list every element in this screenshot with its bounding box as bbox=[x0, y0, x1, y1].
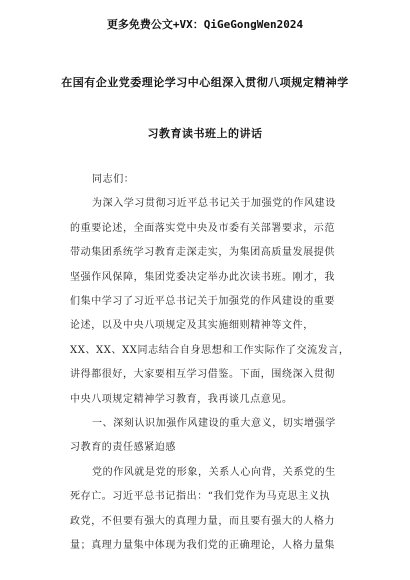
salutation: 同志们： bbox=[92, 174, 135, 185]
body-line: 论述，以及中央八项规定及其实施细则精神等文件， bbox=[70, 320, 314, 332]
body-line: 死存亡。习近平总书记指出：“我们党作为马克思主义执 bbox=[70, 491, 331, 503]
body-line: 带动集团系统学习教育走深走实，为集团高质量发展提供 bbox=[70, 247, 335, 259]
body-line: 坚强作风保障，集团党委决定举办此次读书班。刚才，我 bbox=[70, 271, 335, 283]
body-line: 党的作风就是党的形象，关系人心向背，关系党的生 bbox=[92, 466, 336, 478]
section-heading-line: 习教育的责任感紧迫感 bbox=[70, 442, 176, 454]
section-heading-line: 一、深刻认识加强作风建设的重大意义，切实增强学 bbox=[92, 418, 336, 430]
promo-header: 更多免费公文+VX：QiGeGongWen2024 bbox=[106, 18, 304, 31]
body-line: 讲得都很好，大家要相互学习借鉴。下面，围绕深入贯彻 bbox=[70, 369, 335, 381]
body-line: 量；真理力量集中体现为我们党的正确理论，人格力量集 bbox=[70, 540, 335, 552]
body-line: 为深入学习贯彻习近平总书记关于加强党的作风建设 bbox=[92, 198, 336, 210]
document-title-line-1: 在国有企业党委理论学习中心组深入贯彻八项规定精神学 bbox=[61, 76, 349, 89]
body-line: 们集中学习了习近平总书记关于加强党的作风建设的重要 bbox=[70, 296, 335, 308]
body-line: 政党，不但要有强大的真理力量，而且要有强大的人格力 bbox=[70, 515, 335, 527]
body-line: 的重要论述，全面落实党中央及市委有关部署要求，示范 bbox=[70, 222, 335, 234]
body-line: XX、XX、XX同志结合自身思想和工作实际作了交流发言， bbox=[70, 344, 350, 356]
document-title-line-2: 习教育读书班上的讲话 bbox=[147, 127, 263, 140]
body-line: 中央八项规定精神学习教育，我再谈几点意见。 bbox=[70, 393, 293, 405]
document-body bbox=[70, 168, 352, 559]
